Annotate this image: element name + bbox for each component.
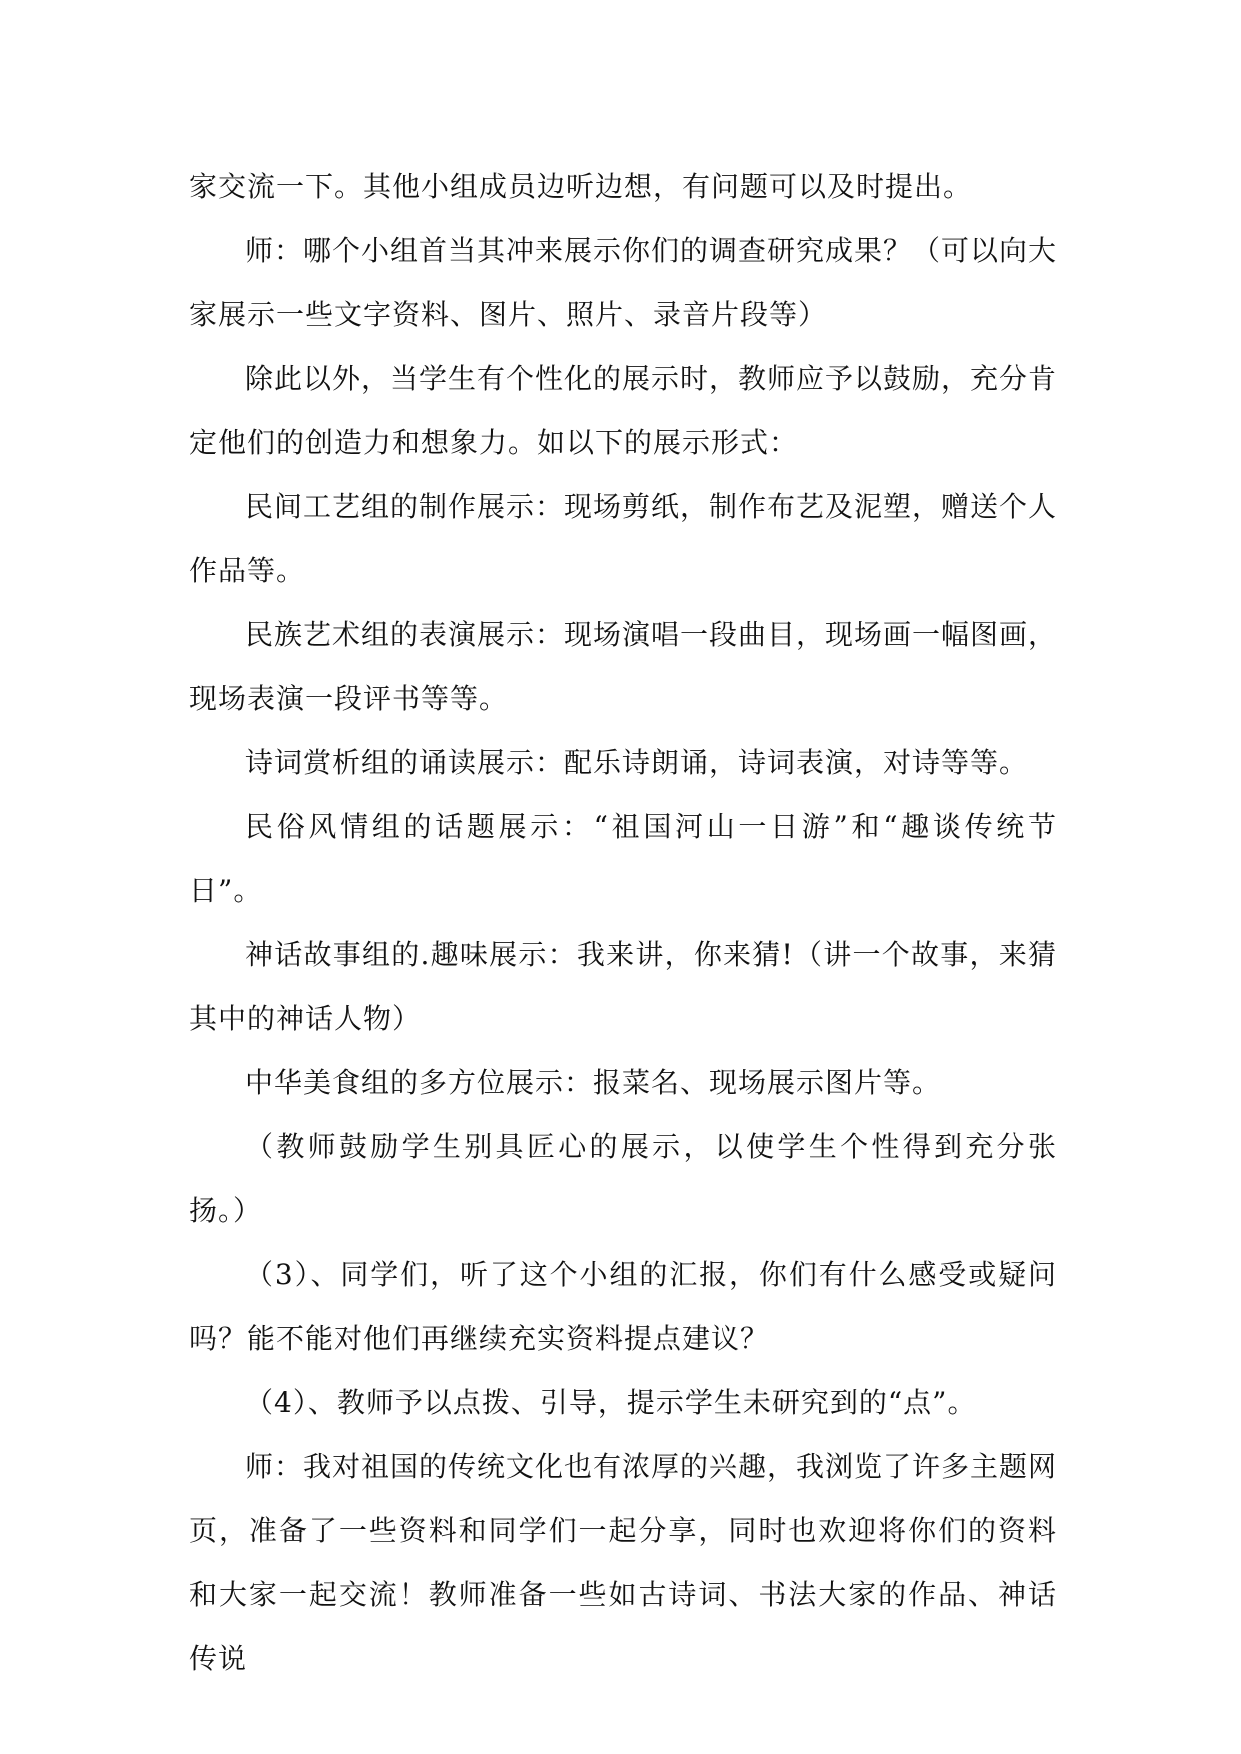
paragraph-step-3: （3）、同学们，听了这个小组的汇报，你们有什么感受或疑问吗？能不能对他们再继续充实资料提点建议？ bbox=[189, 1258, 1057, 1355]
paragraph-folk-customs-group: 民俗风情组的话题展示：“祖国河山一日游”和“趣谈传统节日”。 bbox=[189, 810, 1057, 907]
paragraph-step-4: （4）、教师予以点拨、引导，提示学生未研究到的“点”。 bbox=[245, 1386, 977, 1419]
paragraph-continuation: 家交流一下。其他小组成员边听边想，有问题可以及时提出。 bbox=[189, 170, 973, 203]
paragraph-teacher-question: 师：哪个小组首当其冲来展示你们的调查研究成果？（可以向大家展示一些文字资料、图片、照片、录音片段等） bbox=[189, 234, 1058, 331]
body-text bbox=[189, 155, 1057, 1691]
paragraph-teacher-share: 师：我对祖国的传统文化也有浓厚的兴趣，我浏览了许多主题网页，准备了一些资料和同学们一起分享，同时也欢迎将你们的资料和大家一起交流！教师准备一些如古诗词、书法大家的作品、神话传说 bbox=[189, 1450, 1058, 1675]
paragraph-mythology-group: 神话故事组的.趣味展示：我来讲，你来猜!（讲一个故事，来猜其中的神话人物） bbox=[189, 938, 1057, 1035]
paragraph-ethnic-art-group: 民族艺术组的表演展示：现场演唱一段曲目，现场画一幅图画，现场表演一段评书等等。 bbox=[189, 618, 1058, 715]
paragraph-teacher-note: （教师鼓励学生别具匠心的展示，以使学生个性得到充分张扬。） bbox=[189, 1130, 1057, 1227]
paragraph-poetry-group: 诗词赏析组的诵读展示：配乐诗朗诵，诗词表演，对诗等等。 bbox=[245, 746, 1029, 779]
paragraph-cuisine-group: 中华美食组的多方位展示：报菜名、现场展示图片等。 bbox=[245, 1066, 942, 1099]
paragraph-encouragement: 除此以外，当学生有个性化的展示时，教师应予以鼓励，充分肯定他们的创造力和想象力。如以下的展示形式： bbox=[189, 362, 1058, 459]
paragraph-folk-craft-group: 民间工艺组的制作展示：现场剪纸，制作布艺及泥塑，赠送个人作品等。 bbox=[189, 490, 1058, 587]
